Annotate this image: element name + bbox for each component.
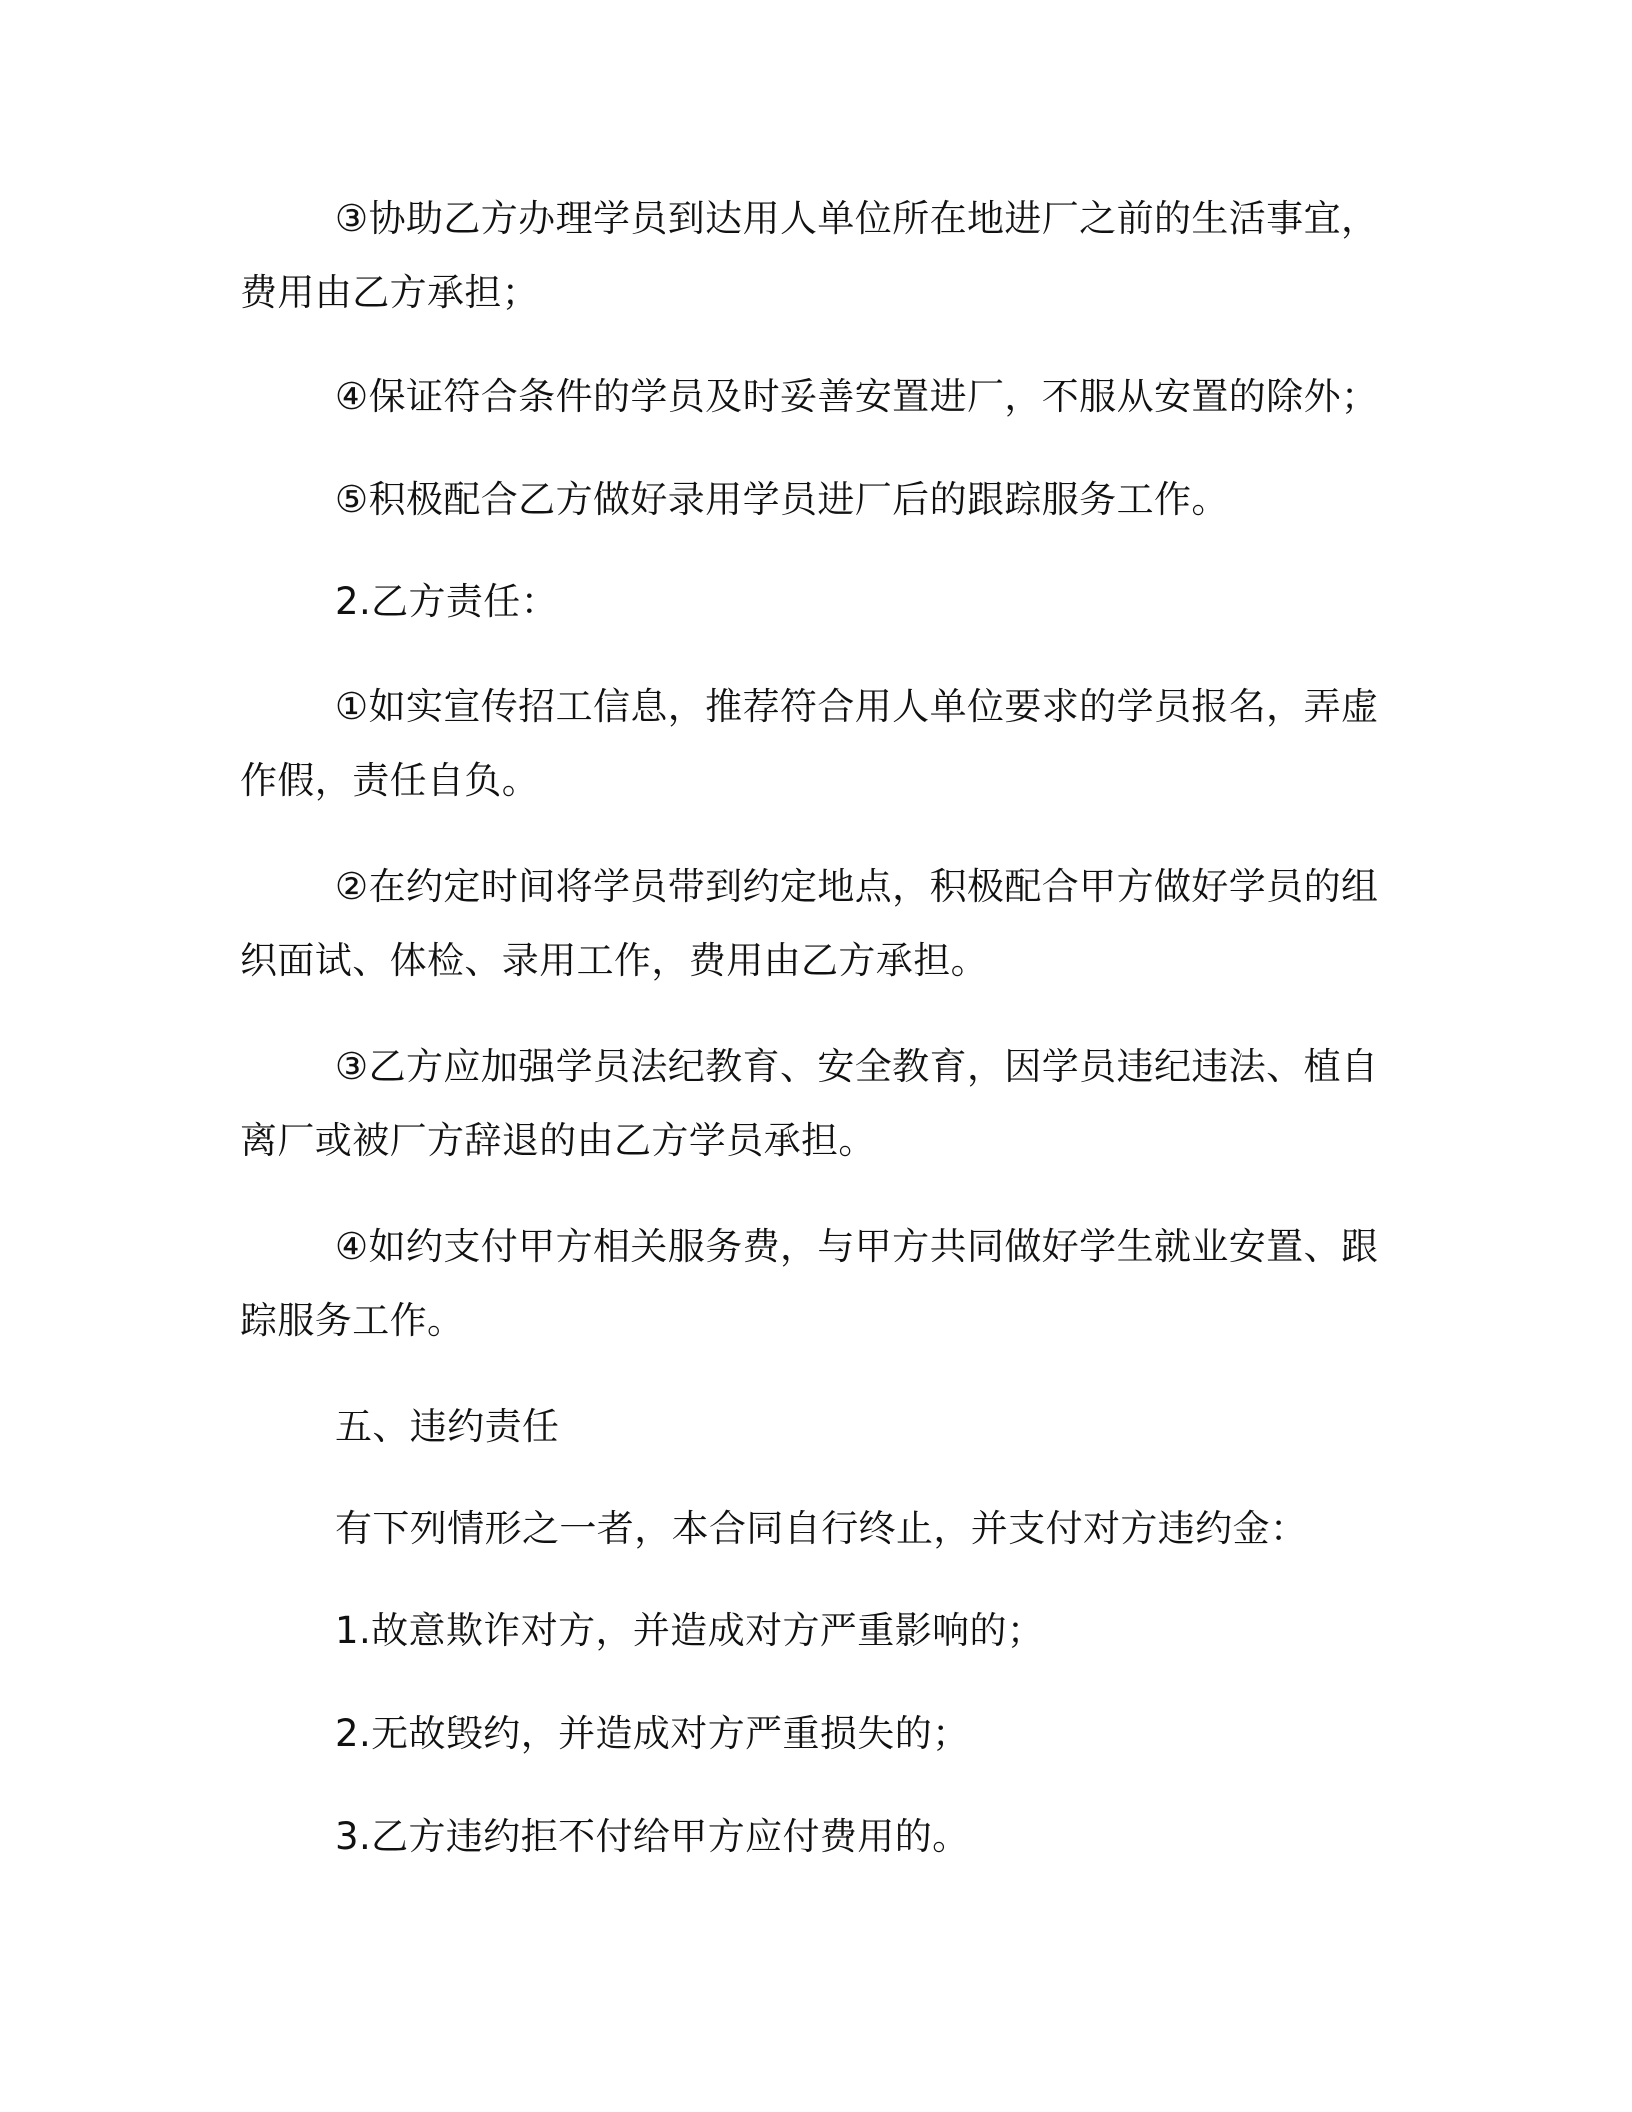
section-heading-party-b-responsibility: 2.乙方责任： [335, 580, 559, 623]
list-item-fraud: 1.故意欺诈对方，并造成对方严重影响的； [335, 1609, 1045, 1652]
paragraph-line: 费用由乙方承担； [240, 271, 540, 314]
paragraph-line: 离厂或被厂方辞退的由乙方学员承担。 [240, 1119, 876, 1162]
paragraph-line: 踪服务工作。 [240, 1299, 465, 1342]
paragraph-discipline-education [240, 1030, 1380, 1178]
paragraph-line: ③协助乙方办理学员到达用人单位所在地进厂之前的生活事宜， [335, 197, 1379, 240]
paragraph-line: 作假，责任自负。 [240, 759, 540, 802]
paragraph-line: ②在约定时间将学员带到约定地点，积极配合甲方做好学员的组 [335, 865, 1379, 908]
paragraph-tracking-service: ⑤积极配合乙方做好录用学员进厂后的跟踪服务工作。 [335, 478, 1229, 521]
paragraph-termination-conditions: 有下列情形之一者，本合同自行终止，并支付对方违约金： [335, 1507, 1308, 1550]
section-heading-breach-liability: 五、违约责任 [335, 1405, 560, 1448]
paragraph-line: ④如约支付甲方相关服务费，与甲方共同做好学生就业安置、跟 [335, 1225, 1379, 1268]
paragraph-line: ①如实宣传招工信息，推荐符合用人单位要求的学员报名，弄虚 [335, 685, 1379, 728]
list-item-nonpayment: 3.乙方违约拒不付给甲方应付费用的。 [335, 1815, 970, 1858]
list-item-breach: 2.无故毁约，并造成对方严重损失的； [335, 1712, 970, 1755]
paragraph-line: 织面试、体检、录用工作，费用由乙方承担。 [240, 939, 988, 982]
paragraph-line: ③乙方应加强学员法纪教育、安全教育，因学员违纪违法、植自 [335, 1045, 1379, 1088]
paragraph-interview-arrangement [240, 850, 1380, 998]
paragraph-service-fee [240, 1210, 1380, 1358]
paragraph-guarantee-placement: ④保证符合条件的学员及时妥善安置进厂，不服从安置的除外； [335, 375, 1379, 418]
paragraph-assist-living-affairs [240, 182, 1380, 330]
paragraph-recruitment-info [240, 670, 1380, 818]
